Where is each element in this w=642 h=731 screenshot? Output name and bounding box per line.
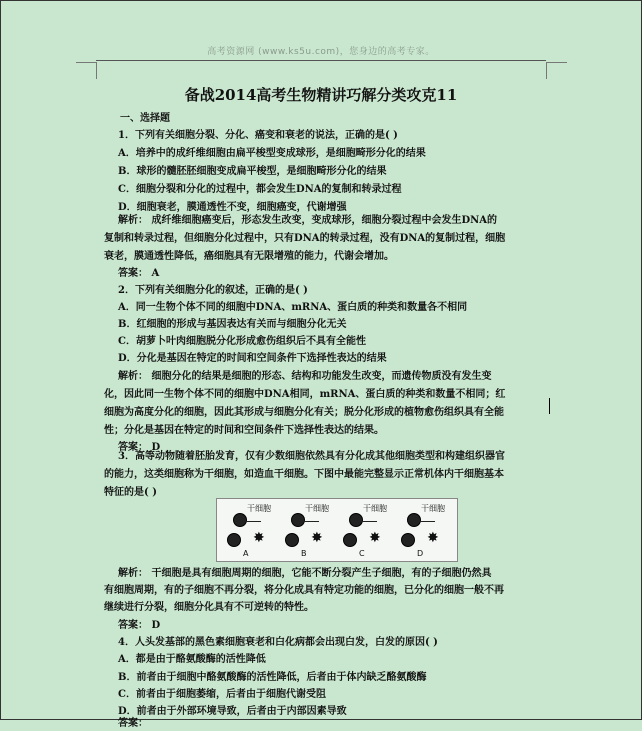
body-line: A．都是由于酪氨酸酶的活性降低	[118, 654, 266, 665]
body-line: 答案： D	[118, 442, 161, 453]
body-line: 答案： A	[118, 268, 160, 279]
body-line: B．球形的髓胚胚细胞变成扁平梭型，是细胞畸形分化的结果	[118, 166, 387, 177]
daughter-cell	[285, 533, 299, 547]
body-line: 答案： D	[118, 620, 161, 631]
body-line: B．红细胞的形成与基因表达有关而与细胞分化无关	[118, 319, 347, 330]
stem-cell-figure	[216, 498, 458, 562]
body-line: 的能力，这类细胞称为干细胞，如造血干细胞。下图中最能完整显示正常机体内干细胞基本	[104, 469, 504, 480]
body-line: 解析： 细胞分化的结果是细胞的形态、结构和功能发生改变，而遗传物质没有发生变	[118, 371, 492, 382]
arrow	[303, 521, 319, 522]
text-cursor	[549, 398, 550, 414]
stem-cell	[407, 513, 421, 527]
body-line: 有细胞周期，有的子细胞不再分裂，将分化成具有特定功能的细胞，已分化的细胞一般不再	[104, 585, 504, 596]
body-line: D．分化是基因在特定的时间和空间条件下选择性表达的结果	[118, 353, 387, 364]
daughter-cell	[401, 533, 415, 547]
body-line: 化，因此同一生物个体不同的细胞中DNA相同，mRNA、蛋白质的种类和数量不相同；红	[104, 389, 506, 400]
body-line: 细胞为高度分化的细胞，因此其形成与细胞分化有关；脱分化形成的植物愈伤组织具有全能	[104, 407, 504, 418]
body-line: 解析： 干细胞是具有细胞周期的细胞，它能不断分裂产生子细胞，有的子细胞仍然具	[118, 568, 492, 579]
body-line: 答案：	[118, 718, 148, 729]
body-line: D．前者由于外部环境导致，后者由于内部因素导致	[118, 706, 347, 717]
differentiated-cell: ✸	[311, 530, 323, 546]
figure-cell-label: 干细胞	[421, 504, 445, 513]
figure-option-a	[225, 503, 285, 557]
daughter-cell	[343, 533, 357, 547]
stem-cell	[291, 513, 305, 527]
figure-option-label: C	[359, 549, 365, 558]
figure-option-label: B	[301, 549, 307, 558]
figure-option-c	[341, 503, 401, 557]
figure-option-d	[399, 503, 459, 557]
differentiated-cell: ✸	[369, 530, 381, 546]
stem-cell	[233, 513, 247, 527]
stem-cell	[349, 513, 363, 527]
body-line: B．前者由于细胞中酪氨酸酶的活性降低，后者由于体内缺乏酪氨酸酶	[118, 672, 427, 683]
header-source-text: 高考资源网 (www.ks5u.com)，您身边的高考专家。	[207, 47, 435, 57]
figure-option-b	[283, 503, 343, 557]
figure-cell-label: 干细胞	[363, 504, 387, 513]
daughter-cell	[227, 533, 241, 547]
section-heading: 一、选择题	[120, 113, 170, 124]
body-line: 性；分化是基因在特定的时间和空间条件下选择性表达的结果。	[104, 425, 384, 436]
body-line: 4．人头发基部的黑色素细胞衰老和白化病都会出现白发，白发的原因( )	[118, 637, 438, 648]
header-divider	[96, 60, 546, 61]
figure-cell-label: 干细胞	[247, 504, 271, 513]
figure-option-label: D	[417, 549, 424, 558]
arrow	[361, 521, 377, 522]
body-line: A．培养中的成纤维细胞由扁平梭型变成球形，是细胞畸形分化的结果	[118, 148, 426, 159]
figure-option-label: A	[243, 549, 249, 558]
body-line: 继续进行分裂，细胞分化具有不可逆转的特性。	[104, 602, 314, 613]
body-line: 3．高等动物随着胚胎发育，仅有少数细胞依然具有分化成其他细胞类型和构建组织器官	[118, 451, 505, 462]
differentiated-cell: ✸	[253, 530, 265, 546]
differentiated-cell: ✸	[427, 530, 439, 546]
body-line: C．细胞分裂和分化的过程中，都会发生DNA的复制和转录过程	[118, 184, 402, 195]
body-line: A．同一生物个体不同的细胞中DNA、mRNA、蛋白质的种类和数量各不相同	[118, 302, 468, 313]
arrow	[245, 521, 261, 522]
body-line: 2．下列有关细胞分化的叙述，正确的是( )	[118, 285, 308, 296]
body-line: 1．下列有关细胞分裂、分化、癌变和衰老的说法，正确的是( )	[118, 130, 398, 141]
body-line: D．细胞衰老，膜通透性不变，细胞癌变，代谢增强	[118, 202, 347, 213]
body-line: 解析： 成纤维细胞癌变后，形态发生改变，变成球形，细胞分裂过程中会发生DNA的	[118, 215, 498, 226]
margin-mark-right	[546, 62, 567, 79]
body-line: 特征的是( )	[104, 487, 157, 498]
body-line: C．前者由于细胞萎缩，后者由于细胞代谢受阻	[118, 689, 326, 700]
body-line: 复制和转录过程，但细胞分化过程中，只有DNA的转录过程，没有DNA的复制过程，细胞	[104, 233, 506, 244]
margin-mark-left	[76, 62, 97, 79]
arrow	[419, 521, 435, 522]
figure-cell-label: 干细胞	[305, 504, 329, 513]
body-line: C．胡萝卜叶肉细胞脱分化形成愈伤组织后不具有全能性	[118, 336, 366, 347]
document-title: 备战2014高考生物精讲巧解分类攻克11	[184, 86, 458, 104]
body-line: 衰老，膜通透性降低，癌细胞具有无限增殖的能力，代谢会增加。	[104, 251, 394, 262]
